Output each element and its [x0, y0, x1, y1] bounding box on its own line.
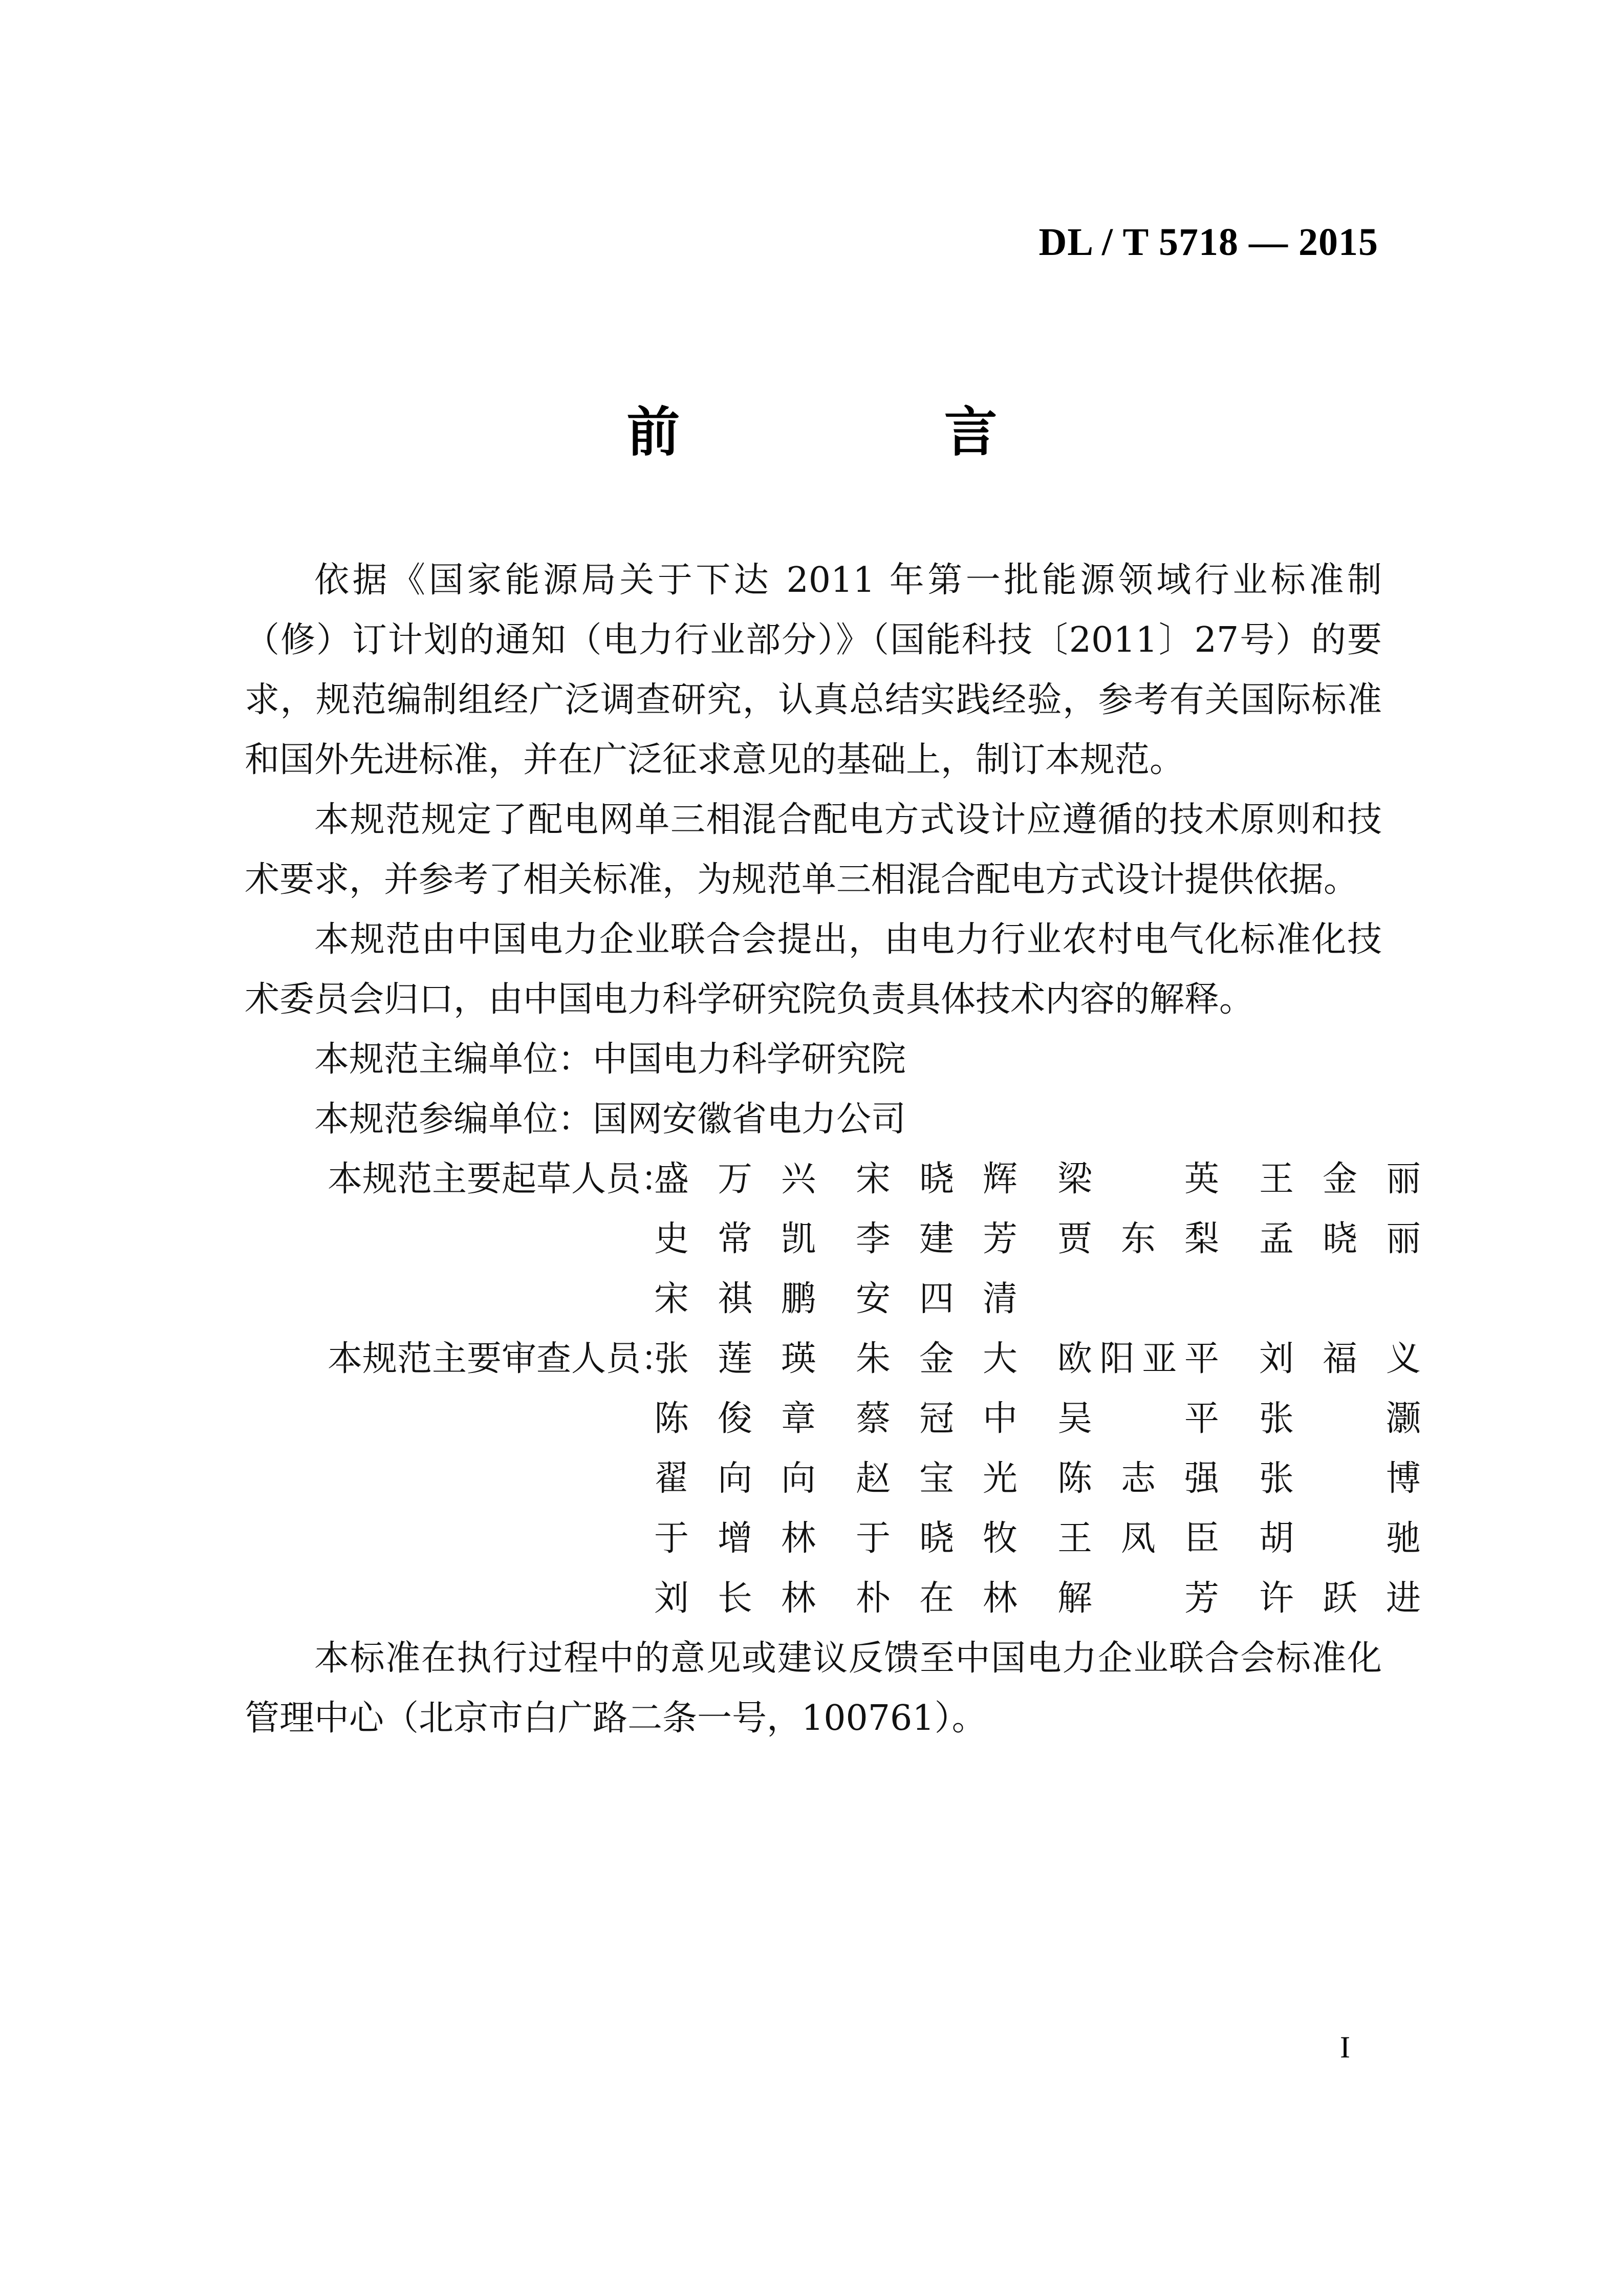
reviewers-list — [245, 1329, 1421, 1628]
reviewers-label: 本规范主要审查人员： — [328, 1339, 676, 1379]
person-name: 于晓牧 — [856, 1518, 1017, 1559]
person-name: 蔡冠中 — [856, 1399, 1017, 1439]
chief-unit: 本规范主编单位：中国电力科学研究院 — [314, 1039, 906, 1080]
paragraph-feedback: 本标准在执行过程中的意见或建议反馈至中国电力企业联合会标准化管理中心（北京市白广路二条一号，100761）。 — [245, 1638, 1382, 1739]
drafters-row — [245, 1149, 1421, 1209]
person-name: 吴 平 — [1057, 1399, 1219, 1439]
reviewers-row — [245, 1329, 1421, 1389]
paragraph-responsibility: 本规范由中国电力企业联合会提出，由电力行业农村电气化标准化技术委员会归口，由中国电力科学研究院负责具体技术内容的解释。 — [245, 919, 1382, 1020]
person-name: 胡 驰 — [1259, 1518, 1421, 1559]
person-name: 盛万兴 — [654, 1159, 816, 1199]
person-name: 朴在林 — [856, 1578, 1017, 1619]
reviewers-row — [245, 1449, 1421, 1509]
reviewers-row — [245, 1509, 1421, 1569]
person-name: 许跃进 — [1259, 1578, 1421, 1619]
reviewers-row — [245, 1389, 1421, 1449]
person-name: 宋祺鹏 — [654, 1279, 816, 1319]
person-name: 翟向向 — [654, 1458, 816, 1499]
person-name: 赵宝光 — [856, 1458, 1017, 1499]
page-number: I — [1340, 2030, 1350, 2064]
preface-body — [245, 550, 1421, 1748]
person-name: 解 芳 — [1057, 1578, 1219, 1619]
page-title: 前 言 — [626, 400, 1120, 463]
paragraph-basis: 依据《国家能源局关于下达 2011 年第一批能源领域行业标准制（修）订计划的通知（电力行业部分）》（国能科技〔2011〕27号）的要求，规范编制组经广泛调查研究，认真总结实践经验，参考有关国际标准和国外先进标准，并在广泛征求意见的基础上，制订本规范。 — [245, 560, 1382, 780]
drafters-label: 本规范主要起草人员： — [328, 1159, 676, 1199]
person-name: 宋晓辉 — [856, 1159, 1017, 1199]
person-name: 陈志强 — [1057, 1458, 1219, 1499]
person-name: 史常凯 — [654, 1219, 816, 1259]
person-name: 刘长林 — [654, 1578, 816, 1619]
person-name: 于增林 — [654, 1518, 816, 1559]
person-name: 王金丽 — [1259, 1159, 1421, 1199]
person-name: 孟晓丽 — [1259, 1219, 1421, 1259]
person-name: 陈俊章 — [654, 1399, 816, 1439]
person-name: 安四清 — [856, 1279, 1017, 1319]
participating-unit: 本规范参编单位：国网安徽省电力公司 — [314, 1099, 906, 1140]
person-name: 张 博 — [1259, 1458, 1421, 1499]
reviewers-row — [245, 1569, 1421, 1628]
drafters-row — [245, 1269, 1382, 1329]
person-name: 贾东梨 — [1057, 1219, 1219, 1259]
person-name: 梁 英 — [1057, 1159, 1219, 1199]
person-name: 朱金大 — [856, 1339, 1017, 1379]
person-name: 张莲瑛 — [654, 1339, 816, 1379]
paragraph-scope: 本规范规定了配电网单三相混合配电方式设计应遵循的技术原则和技术要求，并参考了相关标准，为规范单三相混合配电方式设计提供依据。 — [245, 800, 1382, 900]
person-name: 张 灏 — [1259, 1399, 1421, 1439]
standard-code: DL / T 5718 — 2015 — [1038, 221, 1378, 264]
person-name: 欧阳亚平 — [1057, 1339, 1219, 1379]
drafters-row — [245, 1209, 1421, 1269]
drafters-list — [245, 1149, 1421, 1329]
person-name: 刘福义 — [1259, 1339, 1421, 1379]
person-name: 李建芳 — [856, 1219, 1017, 1259]
person-name: 王凤臣 — [1057, 1518, 1219, 1559]
